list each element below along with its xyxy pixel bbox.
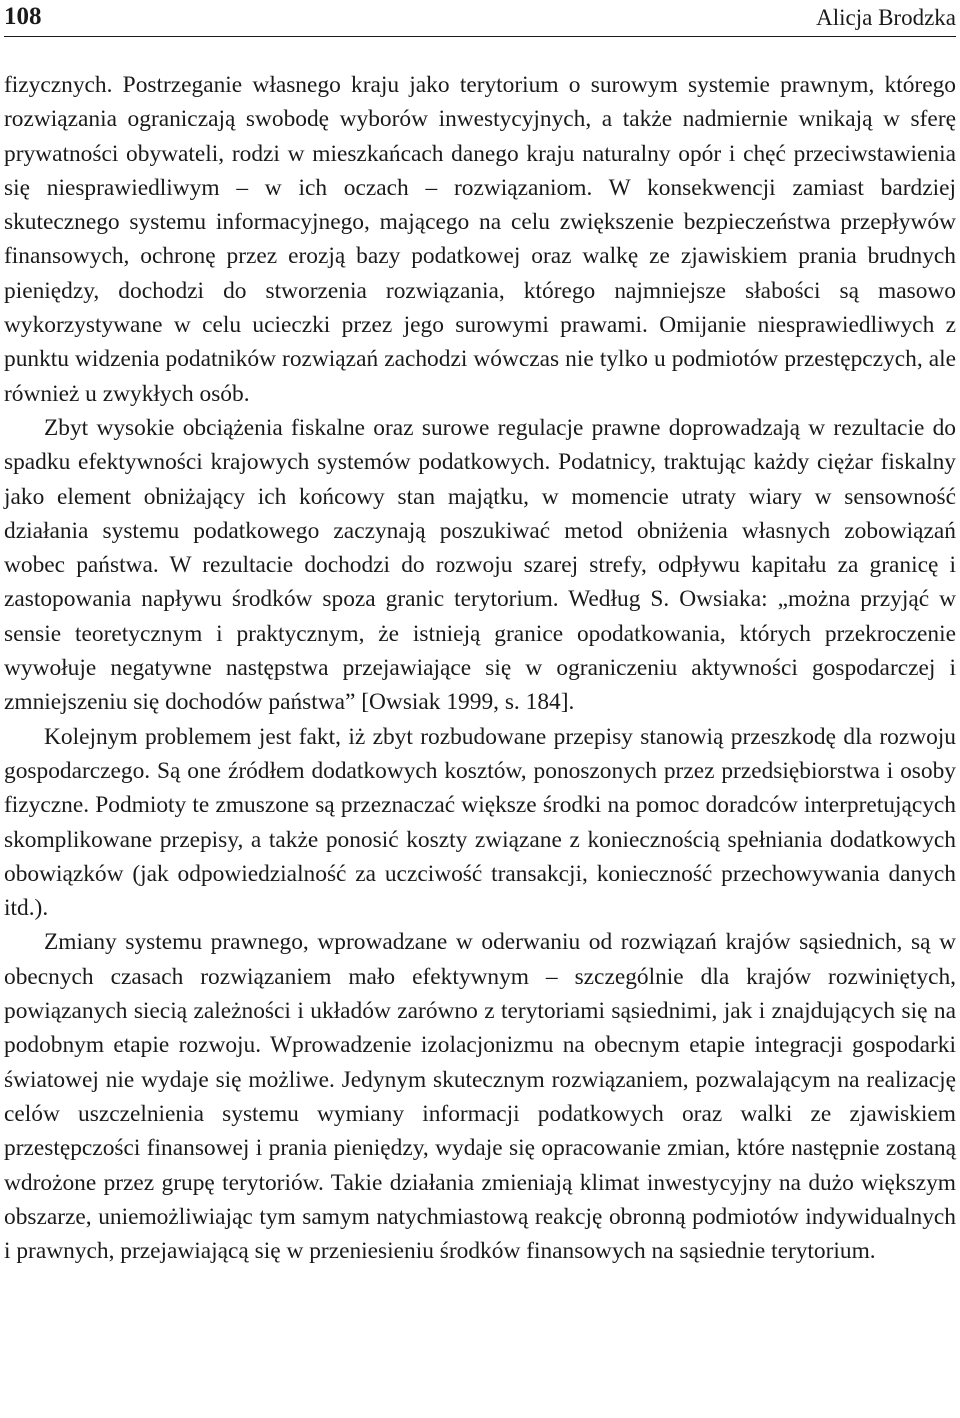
paragraph-3: Kolejnym problemem jest fakt, iż zbyt rozbudowane przepisy stanowią przeszkodę dla rozwoju gospodarczego. Są one źródłem dodatkowych kosztów, ponoszonych przez przedsiębiorstwa i osoby fizyczne. Podmioty te zmuszone są przeznaczać większe środki na pomoc doradców interpretujących skomplikowane przepisy, a także ponosić koszty związane z koniecznością spełniania dodatkowych obowiązków (jak odpowiedzialność za uczciwość transakcji, konieczność przechowywania danych itd.). xyxy=(4,723,956,922)
paragraph-4: Zmiany systemu prawnego, wprowadzane w oderwaniu od rozwiązań krajów sąsiednich, są w obecnych czasach rozwiązaniem mało efektywnym – szczególnie dla krajów rozwiniętych, powiązanych siecią zależności i układów zarówno z terytoriami sąsiednimi, jak i znajdujących się na podobnym etapie rozwoju. Wprowadzenie izolacjonizmu na obecnym etapie integracji gospodarki światowej nie wydaje się możliwe. Jedynym skutecznym rozwiązaniem, pozwalającym na realizację celów uszczelnienia systemu wymiany informacji podatkowych oraz walki ze zjawiskiem przestępczości finansowej i prania pieniędzy, wydaje się opracowanie zmian, które następnie zostaną wdrożone przez grupę terytoriów. Takie działania zmieniają klimat inwestycyjny na dużo większym obszarze, uniemożliwiając tym samym natychmiastową reakcję obronną podmiotów indywidualnych i prawnych, przejawiającą się w przeniesieniu środków finansowych na sąsiednie terytorium. xyxy=(4,929,956,1265)
paragraph-2: Zbyt wysokie obciążenia fiskalne oraz surowe regulacje prawne doprowadzają w rezultacie do spadku efektywności krajowych systemów podatkowych. Podatnicy, traktując każdy ciężar fiskalny jako element obniżający ich końcowy stan majątku, w momencie utraty wiary w sensowność działania systemu podatkowego zaczynają poszukiwać metod obniżenia własnych zobowiązań wobec państwa. W rezultacie dochodzi do rozwoju szarej strefy, odpływu kapitału za granicę i zastopowania napływu środków spoza granic terytorium. Według S. Owsiaka: „można przyjąć w sensie teoretycznym i praktycznym, że istnieją granice opodatkowania, których przekroczenie wywołuje negatywne następstwa przejawiające się w ograniczeniu aktywności gospodarczej i zmniejszeniu się dochodów państwa” [Owsiak 1999, s. 184]. xyxy=(4,414,956,716)
paragraph-1: fizycznych. Postrzeganie własnego kraju jako terytorium o surowym systemie prawnym, którego rozwiązania ograniczają swobodę wyborów inwestycyjnych, a także nadmiernie wnikają w sferę prywatności obywateli, rodzi w mieszkańcach danego kraju naturalny opór i chęć przeciwstawienia się niesprawiedliwym – w ich oczach – rozwiązaniom. W konsekwencji zamiast bardziej skutecznego systemu informacyjnego, mającego na celu zwiększenie bezpieczeństwa przepływów finansowych, ochronę przez erozją bazy podatkowej oraz walkę ze zjawiskiem prania brudnych pieniędzy, dochodzi do stworzenia rozwiązania, którego najmniejsze słabości są masowo wykorzystywane w celu ucieczki przez jego surowymi prawami. Omijanie niesprawiedliwych z punktu widzenia podatników rozwiązań zachodzi wówczas nie tylko u podmiotów przestępczych, ale również u zwykłych osób. xyxy=(4,72,956,407)
page-number: 108 xyxy=(4,3,42,30)
running-header-author: Alicja Brodzka xyxy=(816,5,956,30)
page-header xyxy=(4,0,956,37)
page-body xyxy=(4,68,956,1268)
